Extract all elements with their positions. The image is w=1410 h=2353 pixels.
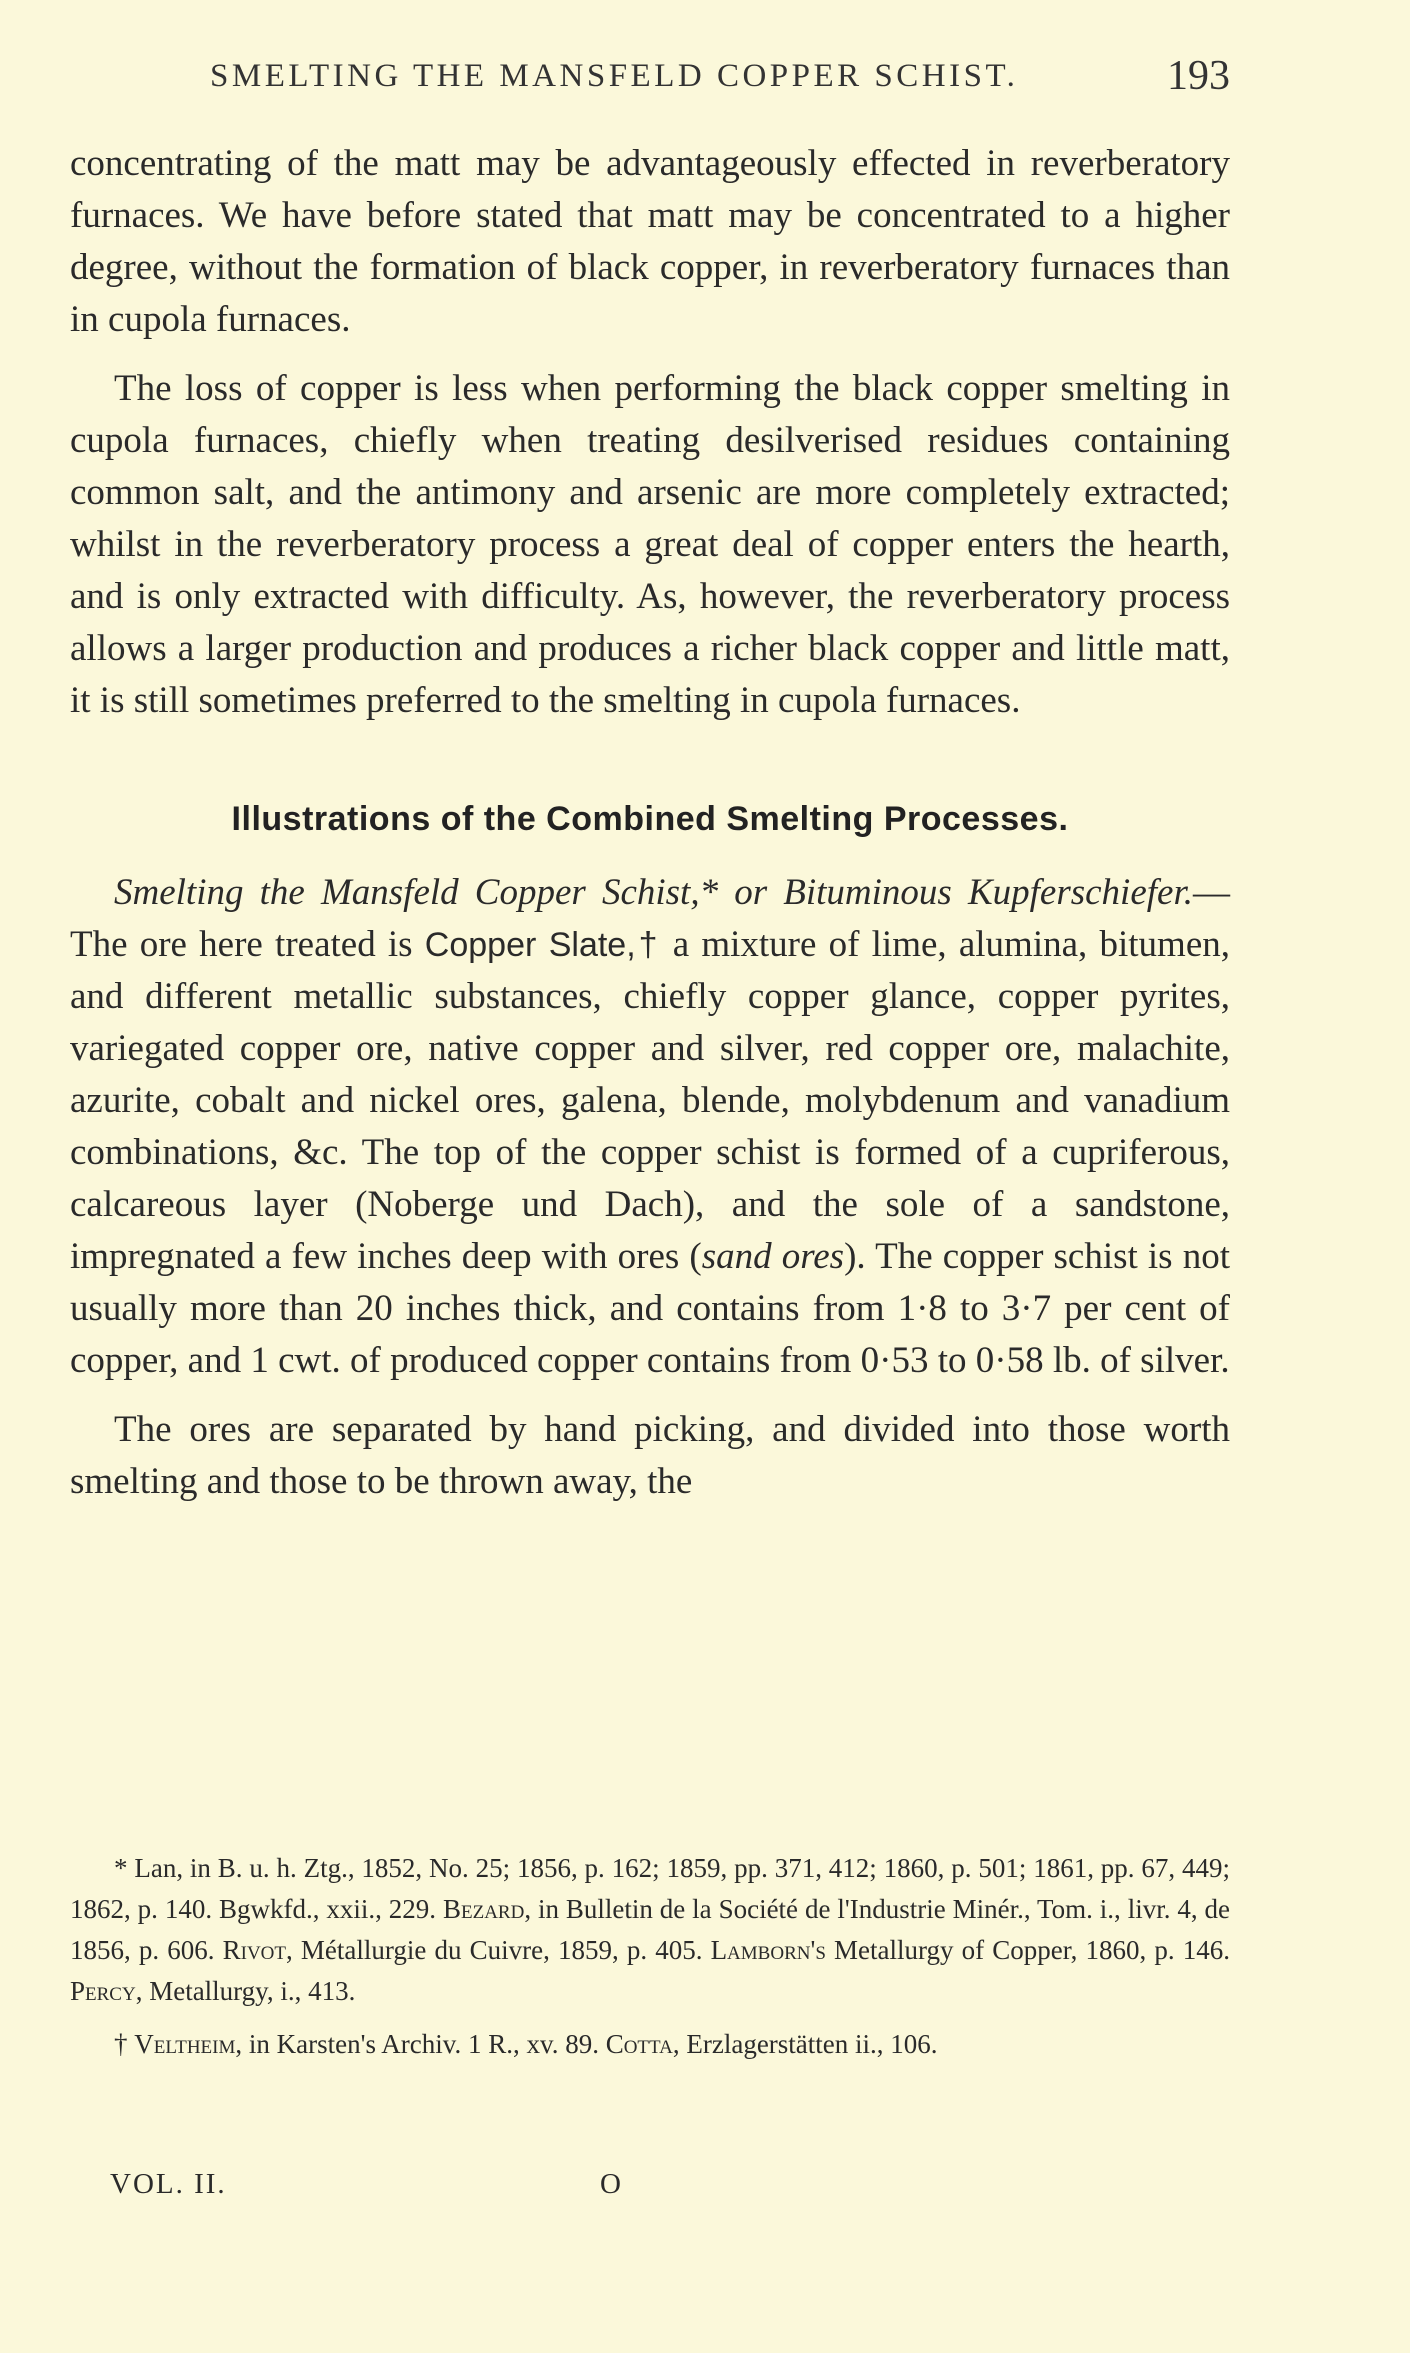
footnote-asterisk (70, 1848, 1230, 2012)
paragraph-text-b: a mixture of lime, alumina, bitumen, and different metallic substances, chiefly copper glance, copper pyrites, variegated copper ore, native copper and silver, red copper ore, malachite, azurite, cobalt and nickel ores, galena, blende, molybdenum and vanadium combinations, &c. The top of the copper schist is formed of a cupriferous, calcareous layer (Noberge und Dach), and the sole of a sandstone, impregnated a few inches deep with ores ( (70, 924, 1231, 1277)
section-heading: Illustrations of the Combined Smelting Processes. (231, 800, 1069, 838)
page-header (70, 52, 1230, 112)
author-cotta: Cotta (605, 2029, 673, 2059)
footnote-text: , in Bulletin de la Société de l'Industrie Minér., Tom. i., livr. 4, de 1856, p. 606. (70, 1894, 1230, 1965)
footnote-mark: † (114, 2029, 135, 2059)
page-number: 193 (1167, 53, 1230, 99)
paragraph-text-c: ). The copper schist is not usually more than 20 inches thick, and contains from 1·8 to 3·7 per cent of copper, and 1 cwt. of produced copper contains from 0·53 to 0·58 lb. of silver. (70, 1236, 1230, 1381)
footnote-text: , Métallurgie du Cuivre, 1859, p. 405. (286, 1935, 711, 1965)
running-title: SMELTING THE MANSFELD COPPER SCHIST. (210, 58, 1019, 94)
author-veltheim: Veltheim (134, 2029, 236, 2059)
paragraph-continued: concentrating of the matt may be advantageously effected in reverberatory furnaces. We have before stated that matt may be concentrated to a higher degree, without the formation of black copper, in reverberatory furnaces than in cupola furnaces. (70, 143, 1230, 340)
footnote-text: Metallurgy of Copper, 1860, p. 146. (825, 1935, 1230, 1965)
footnotes (70, 1848, 1230, 2077)
footnote-dagger (70, 2024, 1230, 2065)
footnote-text: , Metallurgy, i., 413. (135, 1976, 356, 2006)
body-text (70, 138, 1230, 1525)
footnote-text: , Erzlagerstätten ii., 106. (672, 2029, 938, 2059)
volume-label: VOL. II. (110, 2168, 227, 2200)
subsection-title: Smelting the Mansfeld Copper Schist,* or Bituminous Kupferschiefer. (114, 872, 1193, 913)
paragraph-text-a: —The ore here treated is (70, 872, 1230, 965)
paragraph-loss-of-copper: The loss of copper is less when performing the black copper smelting in cupola furnaces, chiefly when treating desilverised residues containing common salt, and the antimony and arsenic are more completely extracted; whilst in the reverberatory process a great deal of copper enters the hearth, and is only extracted with difficulty. As, however, the reverberatory process allows a larger production and produces a richer black copper and little matt, it is still sometimes preferred to the smelting in cupola furnaces. (70, 368, 1230, 721)
author-rivot: Rivot (222, 1935, 287, 1965)
author-lamborn: Lamborn's (710, 1935, 826, 1965)
paragraph-hand-picking: The ores are separated by hand picking, and divided into those worth smelting and those to be thrown away, the (70, 1409, 1230, 1502)
author-bezard: Bezard (442, 1894, 525, 1924)
sand-ores-term: sand ores (701, 1236, 845, 1277)
signature-mark: O (600, 2168, 623, 2200)
author-percy: Percy (70, 1976, 136, 2006)
footnote-text: * Lan, in B. u. h. Ztg., 1852, No. 25; 1856, p. 162; 1859, pp. 371, 412; 1860, p. 501; 1861, pp. 67, 449; 1862, p. 140. Bgwkfd., xxii., 229. (70, 1853, 1230, 1924)
paragraph-mansfeld-schist (70, 867, 1230, 1387)
footnote-text: , in Karsten's Archiv. 1 R., xv. 89. (235, 2029, 606, 2059)
copper-slate-term: Copper Slate,† (424, 926, 661, 964)
